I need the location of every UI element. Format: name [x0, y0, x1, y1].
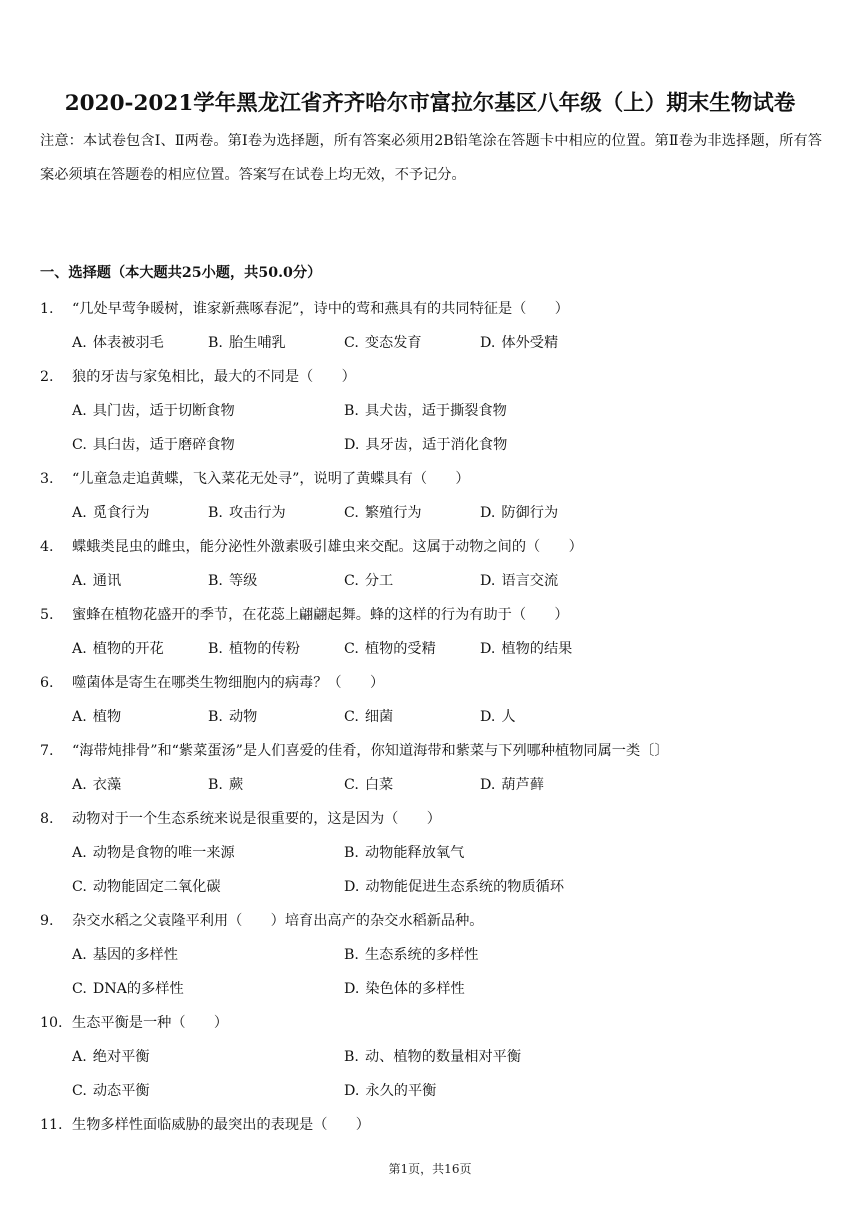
question-number: 7.: [40, 743, 54, 759]
question-9: [40, 910, 483, 930]
page-footer: 第1页，共16页: [388, 1162, 472, 1176]
option-b: B. 动物: [208, 709, 258, 725]
option-d: D. 永久的平衡: [344, 1083, 437, 1099]
option-a: A. 基因的多样性: [72, 947, 178, 963]
option-b: B. 植物的传粉: [208, 641, 300, 657]
option-d: D. 具牙齿，适于消化食物: [344, 437, 508, 453]
option-b: B. 胎生哺乳: [208, 335, 286, 351]
option-a: A. 植物的开花: [72, 641, 164, 657]
option-d: D. 动物能促进生态系统的物质循环: [344, 879, 565, 895]
question-11: [40, 1114, 370, 1134]
option-c: C. 繁殖行为: [344, 505, 422, 521]
option-b: B. 生态系统的多样性: [344, 947, 479, 963]
question-number: 8.: [40, 811, 54, 827]
question-text: 噬菌体是寄生在哪类生物细胞内的病毒？（ ）: [72, 675, 385, 691]
option-a: A. 植物: [72, 709, 122, 725]
question-10: [40, 1012, 228, 1032]
option-d: D. 防御行为: [480, 505, 559, 521]
question-number: 2.: [40, 369, 54, 385]
option-c: C. 白菜: [344, 777, 394, 793]
question-text: “几处早莺争暖树，谁家新燕啄春泥”，诗中的莺和燕具有的共同特征是（ ）: [72, 301, 569, 317]
question-5: [40, 604, 569, 624]
question-number: 4.: [40, 539, 54, 555]
option-d: D. 植物的结果: [480, 641, 573, 657]
option-d: D. 体外受精: [480, 335, 559, 351]
option-c: C. 动物能固定二氧化碳: [72, 879, 221, 895]
question-text: 生态平衡是一种（ ）: [72, 1015, 229, 1031]
option-c: C. 具臼齿，适于磨碎食物: [72, 437, 235, 453]
question-text: 生物多样性面临威胁的最突出的表现是（ ）: [72, 1117, 370, 1133]
question-8: [40, 808, 441, 828]
option-a: A. 动物是食物的唯一来源: [72, 845, 235, 861]
option-c: C. 变态发育: [344, 335, 422, 351]
question-number: 11.: [40, 1117, 63, 1133]
option-b: B. 动、植物的数量相对平衡: [344, 1049, 522, 1065]
option-d: D. 葫芦藓: [480, 777, 544, 793]
question-1: [40, 298, 569, 318]
section-heading: 一、选择题（本大题共25小题，共50.0分）: [40, 265, 322, 281]
question-text: 蜜蜂在植物花盛开的季节，在花蕊上翩翩起舞。蜂的这样的行为有助于（ ）: [72, 607, 569, 623]
question-number: 1.: [40, 301, 54, 317]
option-a: A. 绝对平衡: [72, 1049, 150, 1065]
question-text: 狼的牙齿与家兔相比，最大的不同是（ ）: [72, 369, 356, 385]
option-a: A. 通讯: [72, 573, 122, 589]
option-d: D. 染色体的多样性: [344, 981, 465, 997]
option-b: B. 蕨: [208, 777, 244, 793]
question-4: [40, 536, 583, 556]
question-number: 6.: [40, 675, 54, 691]
option-c: C. DNA的多样性: [72, 981, 184, 997]
question-number: 3.: [40, 471, 54, 487]
notice-paragraph: 注意：本试卷包含Ⅰ、Ⅱ两卷。第Ⅰ卷为选择题，所有答案必须用2B铅笔涂在答题卡中相应的位置。第Ⅱ卷为非选择题，所有答案必须填在答题卷的相应位置。答案写在试卷上均无效，不予记分。: [40, 133, 822, 183]
option-b: B. 动物能释放氧气: [344, 845, 465, 861]
question-number: 10.: [40, 1015, 63, 1031]
option-c: C. 细菌: [344, 709, 394, 725]
option-c: C. 植物的受精: [344, 641, 436, 657]
page-title: 2020-2021学年黑龙江省齐齐哈尔市富拉尔基区八年级（上）期末生物试卷: [64, 91, 796, 116]
question-text: 蝶蛾类昆虫的雌虫，能分泌性外激素吸引雄虫来交配。这属于动物之间的（ ）: [72, 539, 583, 555]
question-6: [40, 672, 384, 692]
option-b: B. 等级: [208, 573, 258, 589]
question-text: 杂交水稻之父袁隆平利用（ ）培育出高产的杂交水稻新品种。: [72, 913, 484, 929]
option-a: A. 觅食行为: [72, 505, 150, 521]
option-b: B. 攻击行为: [208, 505, 286, 521]
option-a: A. 具门齿，适于切断食物: [72, 403, 235, 419]
question-number: 9.: [40, 913, 54, 929]
option-d: D. 人: [480, 709, 516, 725]
question-text: “儿童急走追黄蝶，飞入菜花无处寻”，说明了黄蝶具有（ ）: [72, 471, 470, 487]
option-c: C. 分工: [344, 573, 394, 589]
question-7: [40, 740, 669, 760]
question-text: “海带炖排骨”和“紫菜蛋汤”是人们喜爱的佳肴，你知道海带和紫菜与下列哪种植物同属一类〔〕: [72, 743, 669, 759]
question-number: 5.: [40, 607, 54, 623]
question-2: [40, 366, 356, 386]
question-text: 动物对于一个生态系统来说是很重要的，这是因为（ ）: [72, 811, 441, 827]
option-d: D. 语言交流: [480, 573, 559, 589]
option-c: C. 动态平衡: [72, 1083, 150, 1099]
option-b: B. 具犬齿，适于撕裂食物: [344, 403, 507, 419]
option-a: A. 体表被羽毛: [72, 335, 164, 351]
question-3: [40, 468, 470, 488]
option-a: A. 衣藻: [72, 777, 122, 793]
